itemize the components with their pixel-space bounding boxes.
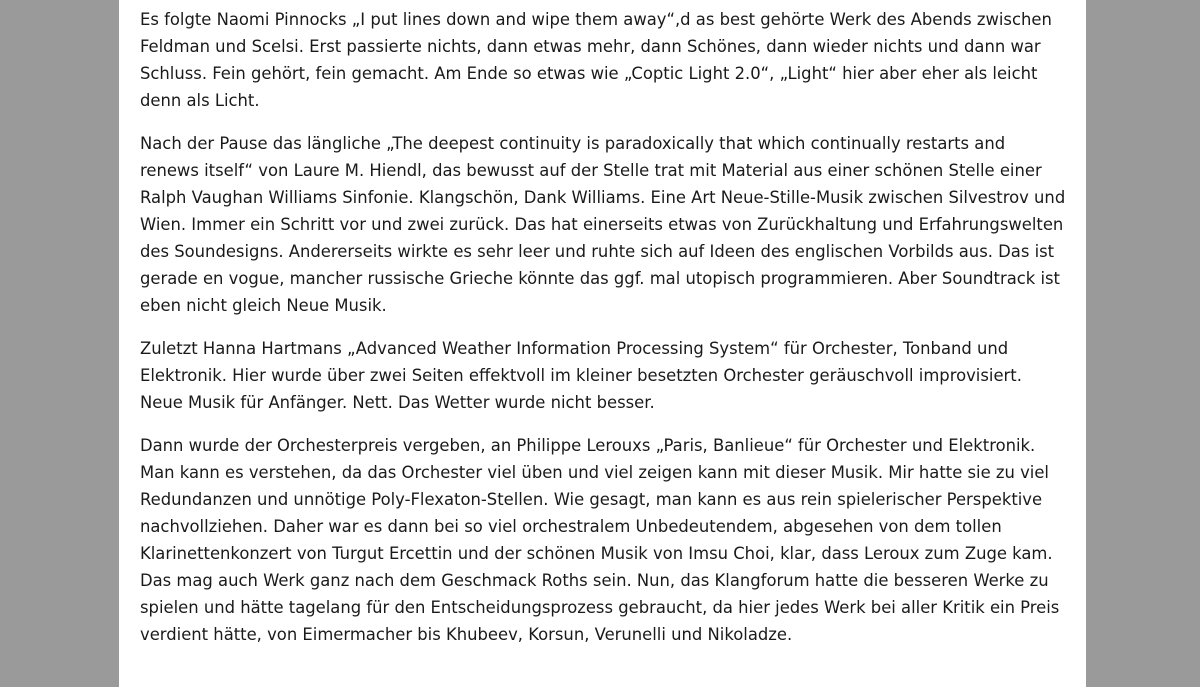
paragraph-hiendl: Nach der Pause das längliche „The deepest continuity is paradoxically that which continually restarts and renews itself“ von Laure M. Hiendl, das bewusst auf der Stelle trat mit Material aus einer schönen Stelle einer Ralph Vaughan Williams Sinfonie. Klangschön, Dank Williams. Eine Art Neue-Stille-Musik zwischen Silvestrov und Wien. Immer ein Schritt vor und zwei zurück. Das hat einerseits etwas von Zurückhaltung und Erfahrungswelten des Soundesigns. Andererseits wirkte es sehr leer und ruhte sich auf Ideen des englischen Vorbilds aus. Das ist gerade en vogue, mancher russische Grieche könnte das ggf. mal utopisch programmieren. Aber Soundtrack ist eben nicht gleich Neue Musik. (140, 134, 1066, 315)
article-body (140, 6, 1066, 664)
article-page (119, 0, 1086, 687)
paragraph-hartman: Zuletzt Hanna Hartmans „Advanced Weather Information Processing System“ für Orchester, Tonband und Elektronik. Hier wurde über zwei Seiten effektvoll im kleiner besetzten Orchester geräuschvoll improvisiert. Neue Musik für Anfänger. Nett. Das Wetter wurde nicht besser. (140, 339, 1022, 412)
paragraph-pinnock: Es folgte Naomi Pinnocks „I put lines down and wipe them away“,d as best gehörte Werk des Abends zwischen Feldman und Scelsi. Erst passierte nichts, dann etwas mehr, dann Schönes, dann wieder nichts und dann war Schluss. Fein gehört, fein gemacht. Am Ende so etwas wie „Coptic Light 2.0“, „Light“ hier aber eher als leicht denn als Licht. (140, 10, 1052, 110)
paragraph-leroux: Dann wurde der Orchesterpreis vergeben, an Philippe Lerouxs „Paris, Banlieue“ für Orchester und Elektronik. Man kann es verstehen, da das Orchester viel üben und viel zeigen kann mit dieser Musik. Mir hatte sie zu viel Redundanzen und unnötige Poly-Flexaton-Stellen. Wie gesagt, man kann es aus rein spielerischer Perspektive nachvollziehen. Daher war es dann bei so viel orchestralem Unbedeutendem, abgesehen von dem tollen Klarinettenkonzert von Turgut Ercettin und der schönen Musik von Imsu Choi, klar, dass Leroux zum Zuge kam. Das mag auch Werk ganz nach dem Geschmack Roths sein. Nun, das Klangforum hatte die besseren Werke zu spielen und hätte tagelang für den Entscheidungsprozess gebraucht, da hier jedes Werk bei aller Kritik ein Preis verdient hätte, von Eimermacher bis Khubeev, Korsun, Verunelli und Nikoladze. (140, 436, 1060, 644)
